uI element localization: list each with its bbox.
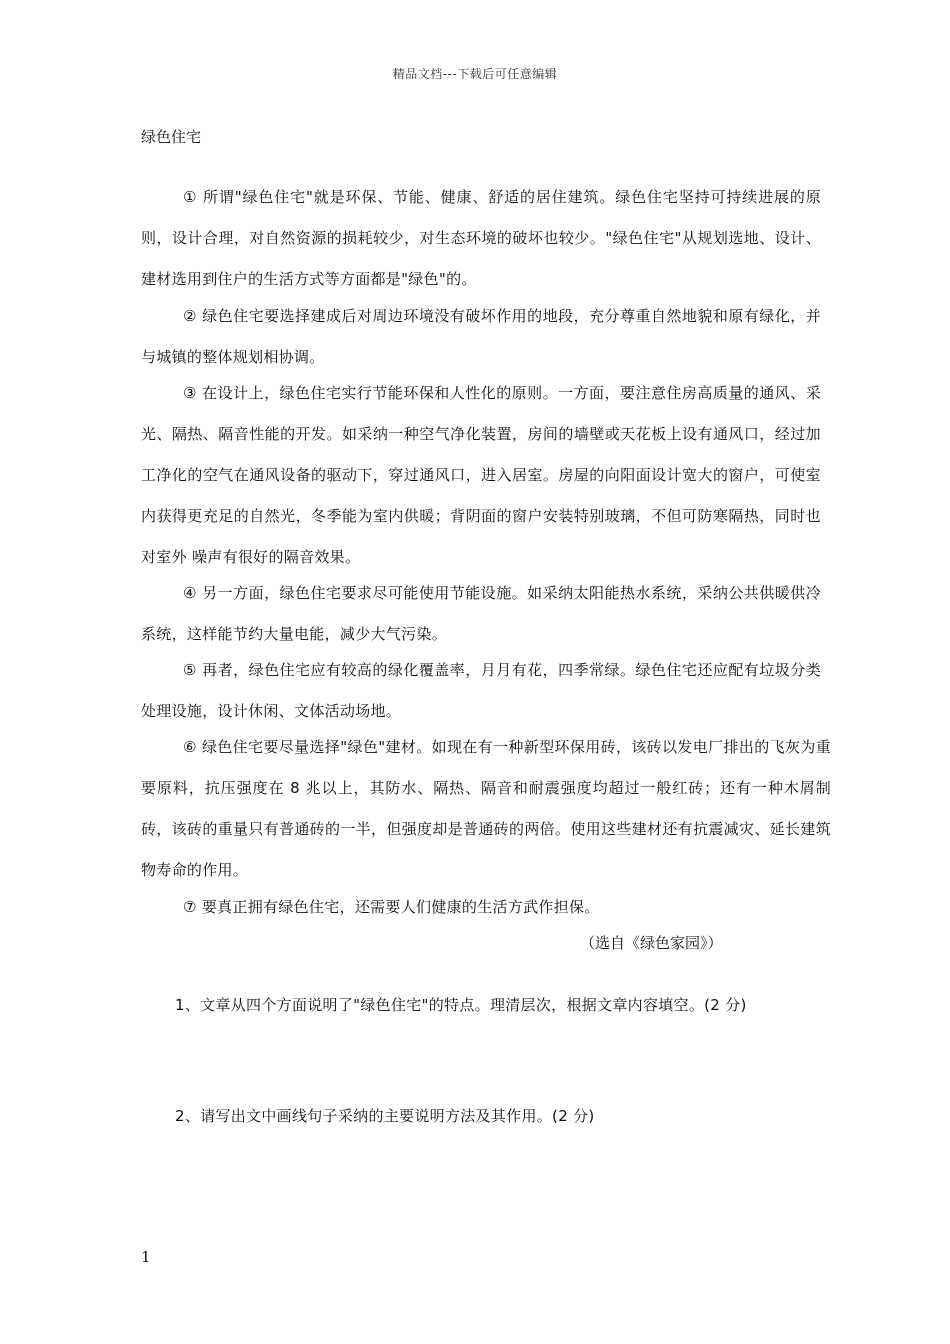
paragraph-4: ④ 另一方面，绿色住宅要求尽可能使用节能设施。如采纳太阳能热水系统，采纳公共供暖供冷系统，这样能节约大量电能，减少大气污染。 [141,584,821,643]
question-2: 2、请写出文中画线句子采纳的主要说明方法及其作用。(2 分) [175,1107,595,1125]
paragraph-2: ② 绿色住宅要选择建成后对周边环境没有破坏作用的地段，充分尊重自然地貌和原有绿化，并与城镇的整体规划相协调。 [141,307,821,366]
paragraph-5: ⑤ 再者，绿色住宅应有较高的绿化覆盖率，月月有花，四季常绿。绿色住宅还应配有垃圾分类处理设施，设计休闲、文体活动场地。 [141,661,821,720]
paragraph-1: ① 所谓"绿色住宅"就是环保、节能、健康、舒适的居住建筑。绿色住宅坚持可持续进展的原则，设计合理，对自然资源的损耗较少，对生态环境的破坏也较少。"绿色住宅"从规划选地、设计、建材选用到住户的生活方式等方面都是"绿色"的。 [141,188,821,288]
question-1: 1、文章从四个方面说明了"绿色住宅"的特点。理清层次，根据文章内容填空。(2 分) [175,996,747,1014]
paragraph-7: ⑦ 要真正拥有绿色住宅，还需要人们健康的生活方武作担保。 [183,898,600,916]
source-citation: （选自《绿色家园》） [580,934,723,952]
page-header: 精品文档---下载后可任意编辑 [392,67,558,81]
page-number: 1 [141,1248,151,1266]
article-title: 绿色住宅 [141,128,202,146]
paragraph-3: ③ 在设计上，绿色住宅实行节能环保和人性化的原则。一方面，要注意住房高质量的通风、采光、隔热、隔音性能的开发。如采纳一种空气净化装置，房间的墙壁或天花板上设有通风口，经过加工净化的空气在通风设备的驱动下，穿过通风口，进入居室。房屋的向阳面设计宽大的窗户，可使室内获得更充足的自然光，冬季能为室内供暖；背阴面的窗户安装特别玻璃，不但可防寒隔热，同时也对室外 噪声有很好的隔音效果。 [141,384,821,566]
paragraph-6: ⑥ 绿色住宅要尽量选择"绿色"建材。如现在有一种新型环保用砖，该砖以发电厂排出的飞灰为重要原料，抗压强度在 8 兆以上，其防水、隔热、隔音和耐震强度均超过一般红砖；还有一种木屑制砖，该砖的重量只有普通砖的一半，但强度却是普通砖的两倍。使用这些建材还有抗震减灾、延长建筑物寿命的作用。 [141,738,831,879]
